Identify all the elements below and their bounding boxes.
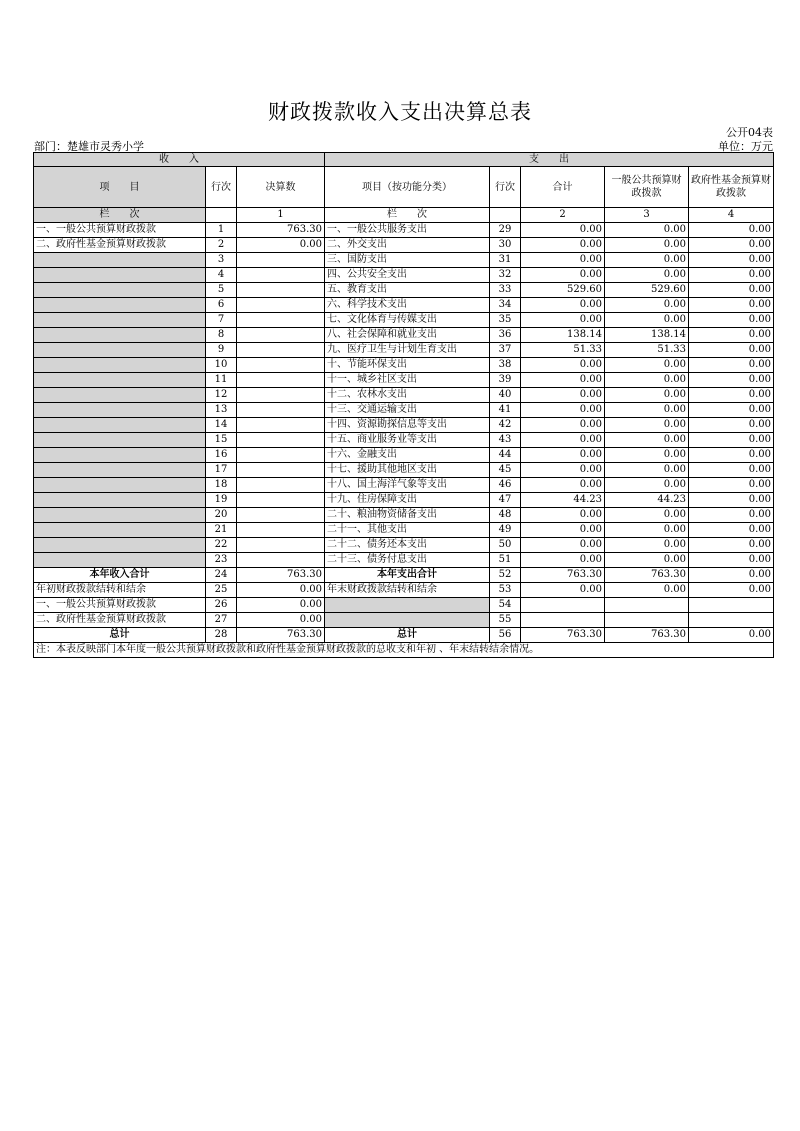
summary-expense-line-no: 55 xyxy=(490,613,521,628)
income-line-no: 1 xyxy=(206,223,237,238)
expense-line-no: 31 xyxy=(490,253,521,268)
expense-total: 0.00 xyxy=(521,478,605,493)
table-row xyxy=(34,418,774,433)
income-item xyxy=(34,418,206,433)
table-row xyxy=(34,478,774,493)
header-line-no: 行次 xyxy=(206,167,237,208)
income-line-no: 23 xyxy=(206,553,237,568)
expense-gov-fund: 0.00 xyxy=(689,478,774,493)
income-amount xyxy=(237,343,325,358)
summary-income-line-no: 24 xyxy=(206,568,237,583)
expense-general-budget: 0.00 xyxy=(605,388,689,403)
expense-gov-fund: 0.00 xyxy=(689,448,774,463)
expense-line-no: 40 xyxy=(490,388,521,403)
header-final-amount: 决算数 xyxy=(237,167,325,208)
expense-general-budget: 0.00 xyxy=(605,553,689,568)
expense-item: 十六、金融支出 xyxy=(325,448,490,463)
income-amount xyxy=(237,538,325,553)
expense-line-no: 49 xyxy=(490,523,521,538)
expense-item: 二十一、其他支出 xyxy=(325,523,490,538)
expense-item: 四、公共安全支出 xyxy=(325,268,490,283)
expense-gov-fund: 0.00 xyxy=(689,433,774,448)
income-item: 二、政府性基金预算财政拨款 xyxy=(34,238,206,253)
expense-total: 0.00 xyxy=(521,418,605,433)
header-line-no-2: 行次 xyxy=(490,167,521,208)
table-row xyxy=(34,298,774,313)
income-amount xyxy=(237,358,325,373)
income-amount xyxy=(237,463,325,478)
header-total: 合计 xyxy=(521,167,605,208)
expense-line-no: 45 xyxy=(490,463,521,478)
department-label: 部门：楚雄市灵秀小学 xyxy=(34,140,144,153)
summary-expense-item: 年末财政拨款结转和结余 xyxy=(325,583,490,598)
income-line-no: 13 xyxy=(206,403,237,418)
income-group-header: 收 入 xyxy=(34,153,325,167)
expense-general-budget: 0.00 xyxy=(605,358,689,373)
table-row xyxy=(34,523,774,538)
expense-item: 十二、农林水支出 xyxy=(325,388,490,403)
expense-general-budget: 138.14 xyxy=(605,328,689,343)
expense-line-no: 32 xyxy=(490,268,521,283)
income-line-no: 3 xyxy=(206,253,237,268)
expense-general-budget: 0.00 xyxy=(605,433,689,448)
expense-line-no: 41 xyxy=(490,403,521,418)
expense-gov-fund: 0.00 xyxy=(689,343,774,358)
unit-label: 单位：万元 xyxy=(718,140,773,153)
income-line-no: 14 xyxy=(206,418,237,433)
summary-expense-gov-fund: 0.00 xyxy=(689,628,774,643)
income-amount: 0.00 xyxy=(237,238,325,253)
col-index-label-right: 栏 次 xyxy=(325,208,490,223)
table-row xyxy=(34,403,774,418)
col-index-3: 3 xyxy=(605,208,689,223)
table-row xyxy=(34,268,774,283)
income-line-no: 7 xyxy=(206,313,237,328)
expense-gov-fund: 0.00 xyxy=(689,313,774,328)
income-amount xyxy=(237,388,325,403)
expense-line-no: 36 xyxy=(490,328,521,343)
expense-general-budget: 0.00 xyxy=(605,403,689,418)
income-amount xyxy=(237,328,325,343)
col-index-blank-right xyxy=(490,208,521,223)
expense-line-no: 42 xyxy=(490,418,521,433)
income-line-no: 4 xyxy=(206,268,237,283)
header-general-budget: 一般公共预算财政拨款 xyxy=(605,167,689,208)
income-line-no: 12 xyxy=(206,388,237,403)
summary-income-amount: 763.30 xyxy=(237,568,325,583)
income-item xyxy=(34,253,206,268)
table-row xyxy=(34,358,774,373)
expense-gov-fund: 0.00 xyxy=(689,298,774,313)
expense-gov-fund: 0.00 xyxy=(689,223,774,238)
income-item xyxy=(34,343,206,358)
summary-income-item: 总计 xyxy=(34,628,206,643)
income-item xyxy=(34,268,206,283)
summary-expense-item: 总计 xyxy=(325,628,490,643)
expense-gov-fund: 0.00 xyxy=(689,418,774,433)
income-amount xyxy=(237,253,325,268)
expense-total: 0.00 xyxy=(521,298,605,313)
expense-item: 三、国防支出 xyxy=(325,253,490,268)
summary-income-amount: 0.00 xyxy=(237,598,325,613)
income-item xyxy=(34,403,206,418)
table-row xyxy=(34,328,774,343)
summary-expense-general-budget: 0.00 xyxy=(605,583,689,598)
income-line-no: 11 xyxy=(206,373,237,388)
income-amount xyxy=(237,553,325,568)
summary-income-line-no: 25 xyxy=(206,583,237,598)
expense-general-budget: 0.00 xyxy=(605,478,689,493)
table-row xyxy=(34,238,774,253)
expense-gov-fund: 0.00 xyxy=(689,538,774,553)
income-line-no: 17 xyxy=(206,463,237,478)
expense-item: 五、教育支出 xyxy=(325,283,490,298)
income-amount xyxy=(237,433,325,448)
expense-general-budget: 0.00 xyxy=(605,373,689,388)
table-row xyxy=(34,343,774,358)
income-item xyxy=(34,538,206,553)
summary-income-line-no: 27 xyxy=(206,613,237,628)
income-item xyxy=(34,553,206,568)
expense-line-no: 29 xyxy=(490,223,521,238)
summary-expense-total xyxy=(521,598,605,613)
expense-total: 0.00 xyxy=(521,448,605,463)
income-amount xyxy=(237,403,325,418)
expense-total: 44.23 xyxy=(521,493,605,508)
table-row xyxy=(34,553,774,568)
income-line-no: 18 xyxy=(206,478,237,493)
expense-total: 0.00 xyxy=(521,238,605,253)
income-amount xyxy=(237,478,325,493)
expense-total: 0.00 xyxy=(521,553,605,568)
expense-general-budget: 0.00 xyxy=(605,538,689,553)
summary-expense-gov-fund: 0.00 xyxy=(689,568,774,583)
income-amount xyxy=(237,493,325,508)
expense-gov-fund: 0.00 xyxy=(689,238,774,253)
expense-gov-fund: 0.00 xyxy=(689,463,774,478)
expense-line-no: 48 xyxy=(490,508,521,523)
income-amount xyxy=(237,508,325,523)
expense-line-no: 33 xyxy=(490,283,521,298)
expense-item: 十七、援助其他地区支出 xyxy=(325,463,490,478)
expense-gov-fund: 0.00 xyxy=(689,523,774,538)
income-item xyxy=(34,433,206,448)
expense-gov-fund: 0.00 xyxy=(689,283,774,298)
table-row xyxy=(34,493,774,508)
summary-income-amount: 0.00 xyxy=(237,583,325,598)
expense-total: 0.00 xyxy=(521,403,605,418)
summary-expense-general-budget xyxy=(605,598,689,613)
col-index-2: 2 xyxy=(521,208,605,223)
income-item xyxy=(34,478,206,493)
group-header-row xyxy=(34,153,774,167)
expense-general-budget: 0.00 xyxy=(605,298,689,313)
income-line-no: 21 xyxy=(206,523,237,538)
income-item xyxy=(34,508,206,523)
expense-gov-fund: 0.00 xyxy=(689,388,774,403)
income-line-no: 6 xyxy=(206,298,237,313)
income-line-no: 8 xyxy=(206,328,237,343)
income-amount: 763.30 xyxy=(237,223,325,238)
summary-expense-gov-fund xyxy=(689,613,774,628)
expense-gov-fund: 0.00 xyxy=(689,358,774,373)
expense-line-no: 50 xyxy=(490,538,521,553)
report-title: 财政拨款收入支出决算总表 xyxy=(268,100,532,124)
expense-total: 0.00 xyxy=(521,223,605,238)
summary-row xyxy=(34,613,774,628)
expense-total: 51.33 xyxy=(521,343,605,358)
summary-expense-total xyxy=(521,613,605,628)
header-gov-fund: 政府性基金预算财政拨款 xyxy=(689,167,774,208)
budget-summary-table xyxy=(33,152,774,658)
table-row xyxy=(34,433,774,448)
expense-general-budget: 0.00 xyxy=(605,418,689,433)
income-amount xyxy=(237,313,325,328)
summary-income-item: 一、一般公共预算财政拨款 xyxy=(34,598,206,613)
expense-general-budget: 0.00 xyxy=(605,253,689,268)
expense-total: 0.00 xyxy=(521,388,605,403)
income-line-no: 2 xyxy=(206,238,237,253)
expense-line-no: 51 xyxy=(490,553,521,568)
header-item: 项 目 xyxy=(34,167,206,208)
table-row xyxy=(34,373,774,388)
table-row xyxy=(34,508,774,523)
summary-expense-line-no: 54 xyxy=(490,598,521,613)
income-amount xyxy=(237,418,325,433)
income-amount xyxy=(237,268,325,283)
expense-item: 十九、住房保障支出 xyxy=(325,493,490,508)
expense-general-budget: 51.33 xyxy=(605,343,689,358)
summary-expense-total: 763.30 xyxy=(521,628,605,643)
summary-expense-line-no: 53 xyxy=(490,583,521,598)
expense-line-no: 47 xyxy=(490,493,521,508)
expense-item: 十一、城乡社区支出 xyxy=(325,373,490,388)
summary-row xyxy=(34,583,774,598)
income-item xyxy=(34,448,206,463)
income-line-no: 16 xyxy=(206,448,237,463)
summary-expense-item xyxy=(325,598,490,613)
expense-gov-fund: 0.00 xyxy=(689,403,774,418)
income-item xyxy=(34,313,206,328)
summary-expense-total: 0.00 xyxy=(521,583,605,598)
expense-gov-fund: 0.00 xyxy=(689,508,774,523)
summary-expense-general-budget: 763.30 xyxy=(605,568,689,583)
summary-expense-general-budget xyxy=(605,613,689,628)
expense-general-budget: 0.00 xyxy=(605,268,689,283)
expense-line-no: 43 xyxy=(490,433,521,448)
expense-total: 0.00 xyxy=(521,268,605,283)
summary-expense-gov-fund: 0.00 xyxy=(689,583,774,598)
expense-item: 二十二、债务还本支出 xyxy=(325,538,490,553)
summary-income-item: 本年收入合计 xyxy=(34,568,206,583)
expense-item: 十四、资源勘探信息等支出 xyxy=(325,418,490,433)
table-note: 注：本表反映部门本年度一般公共预算财政拨款和政府性基金预算财政拨款的总收支和年初 、年末结转结余情况。 xyxy=(34,643,774,658)
col-index-blank-left xyxy=(206,208,237,223)
expense-total: 0.00 xyxy=(521,508,605,523)
income-item xyxy=(34,358,206,373)
income-amount xyxy=(237,448,325,463)
income-line-no: 10 xyxy=(206,358,237,373)
expense-item: 二、外交支出 xyxy=(325,238,490,253)
expense-total: 0.00 xyxy=(521,373,605,388)
column-header-row xyxy=(34,167,774,208)
table-row xyxy=(34,463,774,478)
summary-expense-general-budget: 763.30 xyxy=(605,628,689,643)
income-item xyxy=(34,388,206,403)
income-line-no: 22 xyxy=(206,538,237,553)
expense-total: 0.00 xyxy=(521,253,605,268)
expense-gov-fund: 0.00 xyxy=(689,328,774,343)
income-item xyxy=(34,328,206,343)
summary-row xyxy=(34,598,774,613)
summary-expense-total: 763.30 xyxy=(521,568,605,583)
income-item xyxy=(34,373,206,388)
expense-total: 0.00 xyxy=(521,463,605,478)
income-line-no: 5 xyxy=(206,283,237,298)
expense-item: 六、科学技术支出 xyxy=(325,298,490,313)
expense-item: 八、社会保障和就业支出 xyxy=(325,328,490,343)
expense-general-budget: 0.00 xyxy=(605,238,689,253)
expense-line-no: 44 xyxy=(490,448,521,463)
income-item xyxy=(34,463,206,478)
expense-item: 十八、国土海洋气象等支出 xyxy=(325,478,490,493)
header-item-by-function: 项目（按功能分类） xyxy=(325,167,490,208)
expense-total: 0.00 xyxy=(521,313,605,328)
expense-item: 二十三、债务付息支出 xyxy=(325,553,490,568)
column-index-row xyxy=(34,208,774,223)
summary-row xyxy=(34,628,774,643)
summary-expense-line-no: 52 xyxy=(490,568,521,583)
expense-item: 九、医疗卫生与计划生育支出 xyxy=(325,343,490,358)
expense-total: 0.00 xyxy=(521,523,605,538)
note-row xyxy=(34,643,774,658)
summary-expense-gov-fund xyxy=(689,598,774,613)
expense-total: 529.60 xyxy=(521,283,605,298)
expense-general-budget: 0.00 xyxy=(605,223,689,238)
income-line-no: 15 xyxy=(206,433,237,448)
expense-general-budget: 0.00 xyxy=(605,448,689,463)
expense-general-budget: 0.00 xyxy=(605,523,689,538)
expense-line-no: 38 xyxy=(490,358,521,373)
expense-gov-fund: 0.00 xyxy=(689,268,774,283)
summary-expense-item: 本年支出合计 xyxy=(325,568,490,583)
expense-line-no: 37 xyxy=(490,343,521,358)
table-row xyxy=(34,538,774,553)
income-amount xyxy=(237,373,325,388)
income-item xyxy=(34,283,206,298)
expense-general-budget: 0.00 xyxy=(605,313,689,328)
income-line-no: 19 xyxy=(206,493,237,508)
income-amount xyxy=(237,523,325,538)
income-item xyxy=(34,298,206,313)
expense-total: 0.00 xyxy=(521,433,605,448)
expense-total: 138.14 xyxy=(521,328,605,343)
expense-general-budget: 44.23 xyxy=(605,493,689,508)
income-item: 一、一般公共预算财政拨款 xyxy=(34,223,206,238)
expense-line-no: 34 xyxy=(490,298,521,313)
table-row xyxy=(34,283,774,298)
col-index-label-left: 栏 次 xyxy=(34,208,206,223)
summary-income-line-no: 28 xyxy=(206,628,237,643)
expense-general-budget: 0.00 xyxy=(605,508,689,523)
summary-income-item: 二、政府性基金预算财政拨款 xyxy=(34,613,206,628)
summary-expense-line-no: 56 xyxy=(490,628,521,643)
expense-general-budget: 0.00 xyxy=(605,463,689,478)
table-row xyxy=(34,253,774,268)
expense-line-no: 35 xyxy=(490,313,521,328)
table-row xyxy=(34,313,774,328)
expense-item: 十三、交通运输支出 xyxy=(325,403,490,418)
expense-gov-fund: 0.00 xyxy=(689,553,774,568)
income-line-no: 9 xyxy=(206,343,237,358)
summary-row xyxy=(34,568,774,583)
expense-item: 七、文化体育与传媒支出 xyxy=(325,313,490,328)
expense-total: 0.00 xyxy=(521,538,605,553)
income-item xyxy=(34,523,206,538)
summary-income-amount: 763.30 xyxy=(237,628,325,643)
income-item xyxy=(34,493,206,508)
col-index-4: 4 xyxy=(689,208,774,223)
income-amount xyxy=(237,283,325,298)
col-index-1: 1 xyxy=(237,208,325,223)
expense-item: 十五、商业服务业等支出 xyxy=(325,433,490,448)
expense-item: 十、节能环保支出 xyxy=(325,358,490,373)
expense-general-budget: 529.60 xyxy=(605,283,689,298)
expense-item: 一、一般公共服务支出 xyxy=(325,223,490,238)
summary-expense-item xyxy=(325,613,490,628)
expense-total: 0.00 xyxy=(521,358,605,373)
summary-income-line-no: 26 xyxy=(206,598,237,613)
summary-income-item: 年初财政拨款结转和结余 xyxy=(34,583,206,598)
expense-line-no: 39 xyxy=(490,373,521,388)
summary-income-amount: 0.00 xyxy=(237,613,325,628)
form-code: 公开04表 xyxy=(726,126,773,139)
income-line-no: 20 xyxy=(206,508,237,523)
expense-line-no: 30 xyxy=(490,238,521,253)
expense-line-no: 46 xyxy=(490,478,521,493)
table-row xyxy=(34,223,774,238)
expense-item: 二十、粮油物资储备支出 xyxy=(325,508,490,523)
expense-gov-fund: 0.00 xyxy=(689,373,774,388)
expense-gov-fund: 0.00 xyxy=(689,493,774,508)
income-amount xyxy=(237,298,325,313)
expense-group-header: 支 出 xyxy=(325,153,774,167)
table-row xyxy=(34,448,774,463)
expense-gov-fund: 0.00 xyxy=(689,253,774,268)
table-row xyxy=(34,388,774,403)
